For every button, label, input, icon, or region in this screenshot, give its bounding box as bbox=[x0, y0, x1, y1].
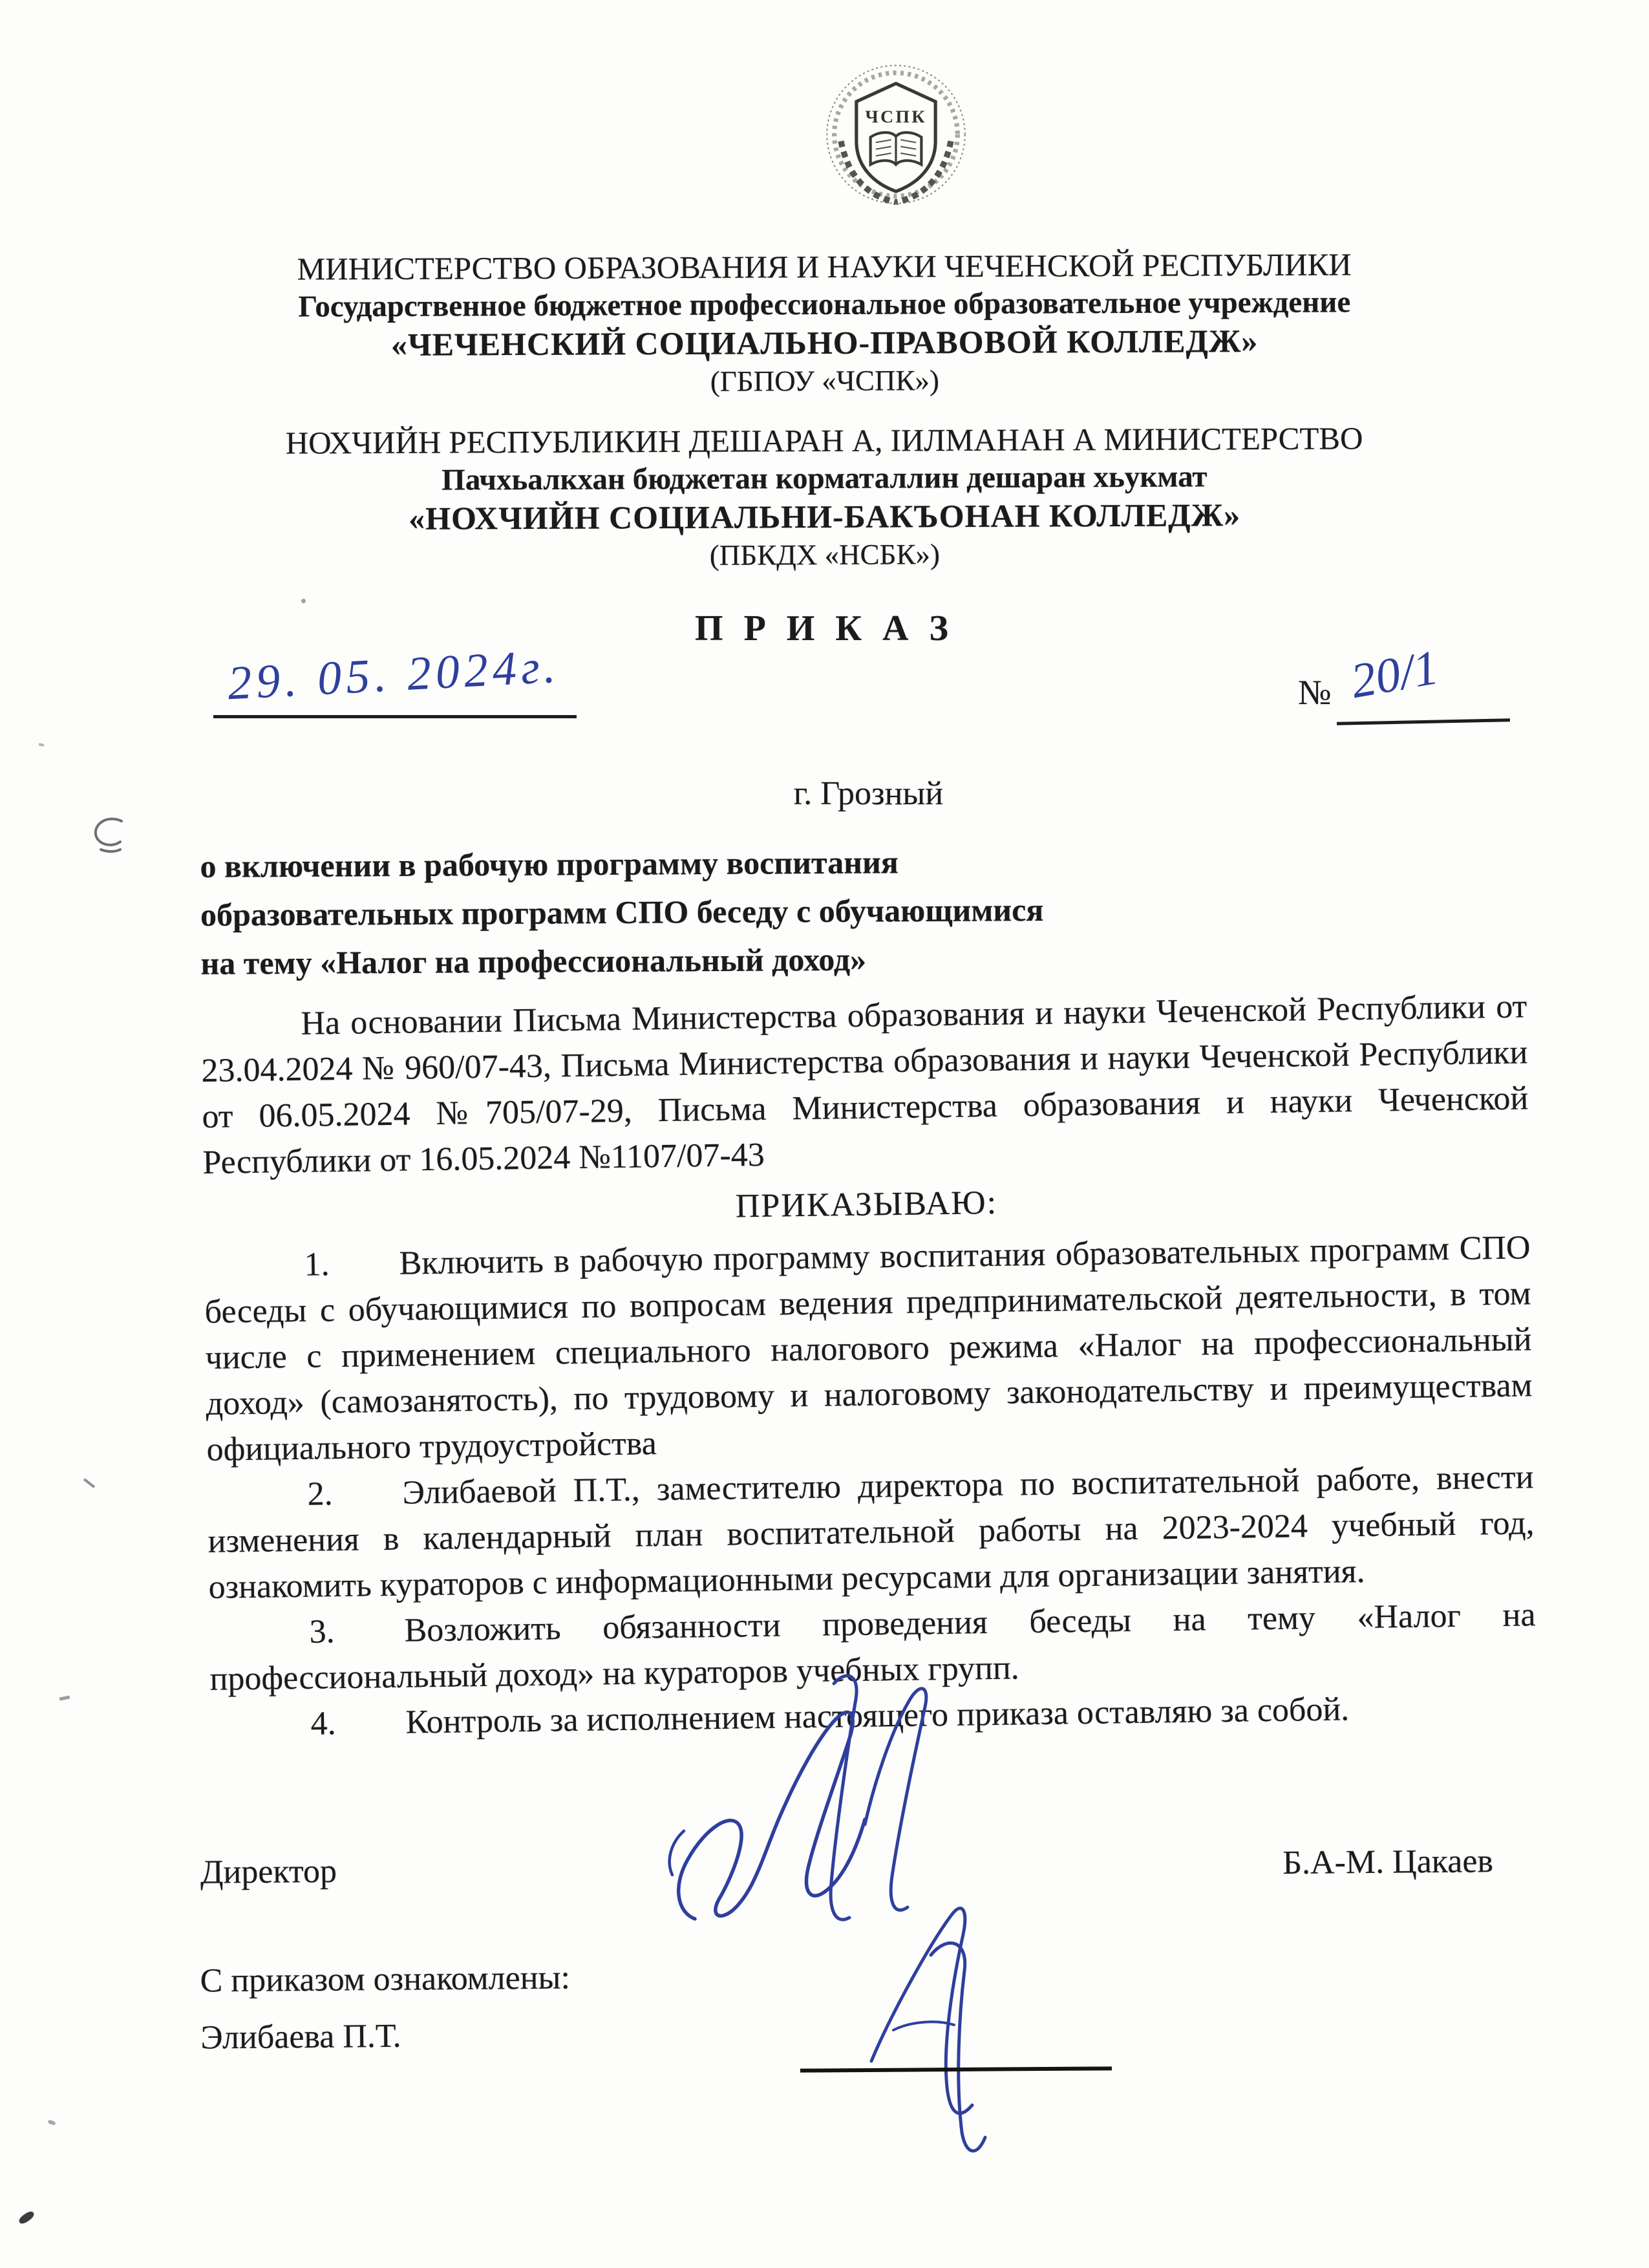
header-chechen bbox=[0, 418, 1649, 577]
scan-artifact bbox=[47, 2119, 56, 2126]
item-text: Возложить обязанности проведения беседы на тему «Налог на профессиональный доход» на кураторов учебных групп. bbox=[209, 1596, 1536, 1698]
acknowledgement-block bbox=[200, 1950, 571, 2067]
order-item-1 bbox=[204, 1225, 1533, 1473]
number-underline bbox=[1337, 718, 1510, 725]
item-text: Элибаевой П.Т., заместителю директора по воспитательной работе, внести изменения в календарный план воспитательной работы на 2023-2024 учебный год, ознакомить кураторов с информационными ресурсами для организации занятия. bbox=[207, 1459, 1535, 1606]
elibaeva-signature-ink bbox=[834, 1894, 1028, 2172]
institution-type-che: Пачхьалкхан бюджетан корматаллин дешаран хьукмат bbox=[442, 460, 1207, 497]
directive-word: ПРИКАЗЫВАЮ: bbox=[735, 1184, 998, 1225]
scan-artifact bbox=[17, 2210, 36, 2226]
order-body bbox=[200, 983, 1537, 1748]
item-number: 4. bbox=[310, 1705, 336, 1742]
director-name: Б.А-М. Цакаев bbox=[1282, 1843, 1494, 1882]
item-text: Контроль за исполнением настоящего приказа оставляю за собой. bbox=[405, 1691, 1350, 1741]
subject-line-1: о включении в рабочую программу воспитания bbox=[200, 844, 899, 884]
item-number: 1. bbox=[304, 1246, 330, 1283]
acknowledged-person-name: Элибаева П.Т. bbox=[200, 2017, 401, 2057]
emblem-abbreviation: ЧСПК bbox=[865, 107, 927, 127]
college-name-ru: «ЧЕЧЕНСКИЙ СОЦИАЛЬНО-ПРАВОВОЙ КОЛЛЕДЖ» bbox=[390, 323, 1259, 363]
ministry-name-che: НОХЧИЙН РЕСПУБЛИКИН ДЕШАРАН А, IИЛМАНАН А МИНИСТЕРСТВО bbox=[285, 420, 1363, 461]
date-underline bbox=[213, 715, 577, 718]
college-abbr-che: (ПБКДХ «НСБК») bbox=[709, 538, 941, 572]
item-number: 3. bbox=[309, 1613, 335, 1651]
handwritten-order-number: 20/1 bbox=[1346, 639, 1443, 709]
order-subject bbox=[200, 836, 1235, 988]
subject-line-3: на тему «Налог на профессиональный доход» bbox=[200, 941, 867, 981]
scan-artifact bbox=[88, 812, 133, 855]
ministry-name-ru: МИНИСТЕРСТВО ОБРАЗОВАНИЯ И НАУКИ ЧЕЧЕНСКОЙ РЕСПУБЛИКИ bbox=[297, 246, 1352, 287]
scan-artifact bbox=[39, 743, 45, 747]
college-abbr-ru: (ГБПОУ «ЧСПК») bbox=[710, 364, 940, 398]
acknowledgement-label: С приказом ознакомлены: bbox=[200, 1959, 571, 2000]
header-russian bbox=[0, 244, 1649, 403]
subject-line-2: образовательных программ СПО беседу с обучающимися bbox=[200, 891, 1044, 933]
director-label: Директор bbox=[200, 1852, 337, 1891]
scan-artifact bbox=[301, 599, 306, 603]
order-number-label: № bbox=[1298, 673, 1332, 712]
institution-type-ru: Государственное бюджетное профессиональное образовательное учреждение bbox=[298, 285, 1351, 324]
order-item-2 bbox=[207, 1454, 1535, 1610]
scan-artifact bbox=[83, 1478, 95, 1488]
order-title: П Р И К А З bbox=[695, 608, 954, 648]
city-line: г. Грозный bbox=[793, 775, 944, 812]
college-emblem-logo bbox=[822, 62, 970, 209]
item-number: 2. bbox=[307, 1475, 334, 1513]
scan-artifact bbox=[59, 1695, 70, 1700]
handwritten-date: 29. 05. 2024г. bbox=[226, 639, 562, 711]
college-name-che: «НОХЧИЙН СОЦИАЛЬНИ-БАКЪОНАН КОЛЛЕДЖ» bbox=[409, 497, 1241, 537]
preamble-paragraph: На основании Письма Министерства образования и науки Чеченской Республики от 23.04.2024 № 960/07-43, Письма Министерства образования и науки Чеченской Республики от 06.05.2024 №705/07-29, Письма Министерства образования и науки Чеченской Республики от 16.05.2024 №1107/07-43 bbox=[201, 988, 1529, 1181]
item-text: Включить в рабочую программу воспитания образовательных программ СПО беседы с обучающимися по вопросам ведения предпринимательской деятельности, в том числе с применением специального налогового режима «Налог на профессиональный доход» (самозанятость), по трудовому и налоговому законодательству и преимуществам официального трудоустройства bbox=[204, 1229, 1533, 1468]
